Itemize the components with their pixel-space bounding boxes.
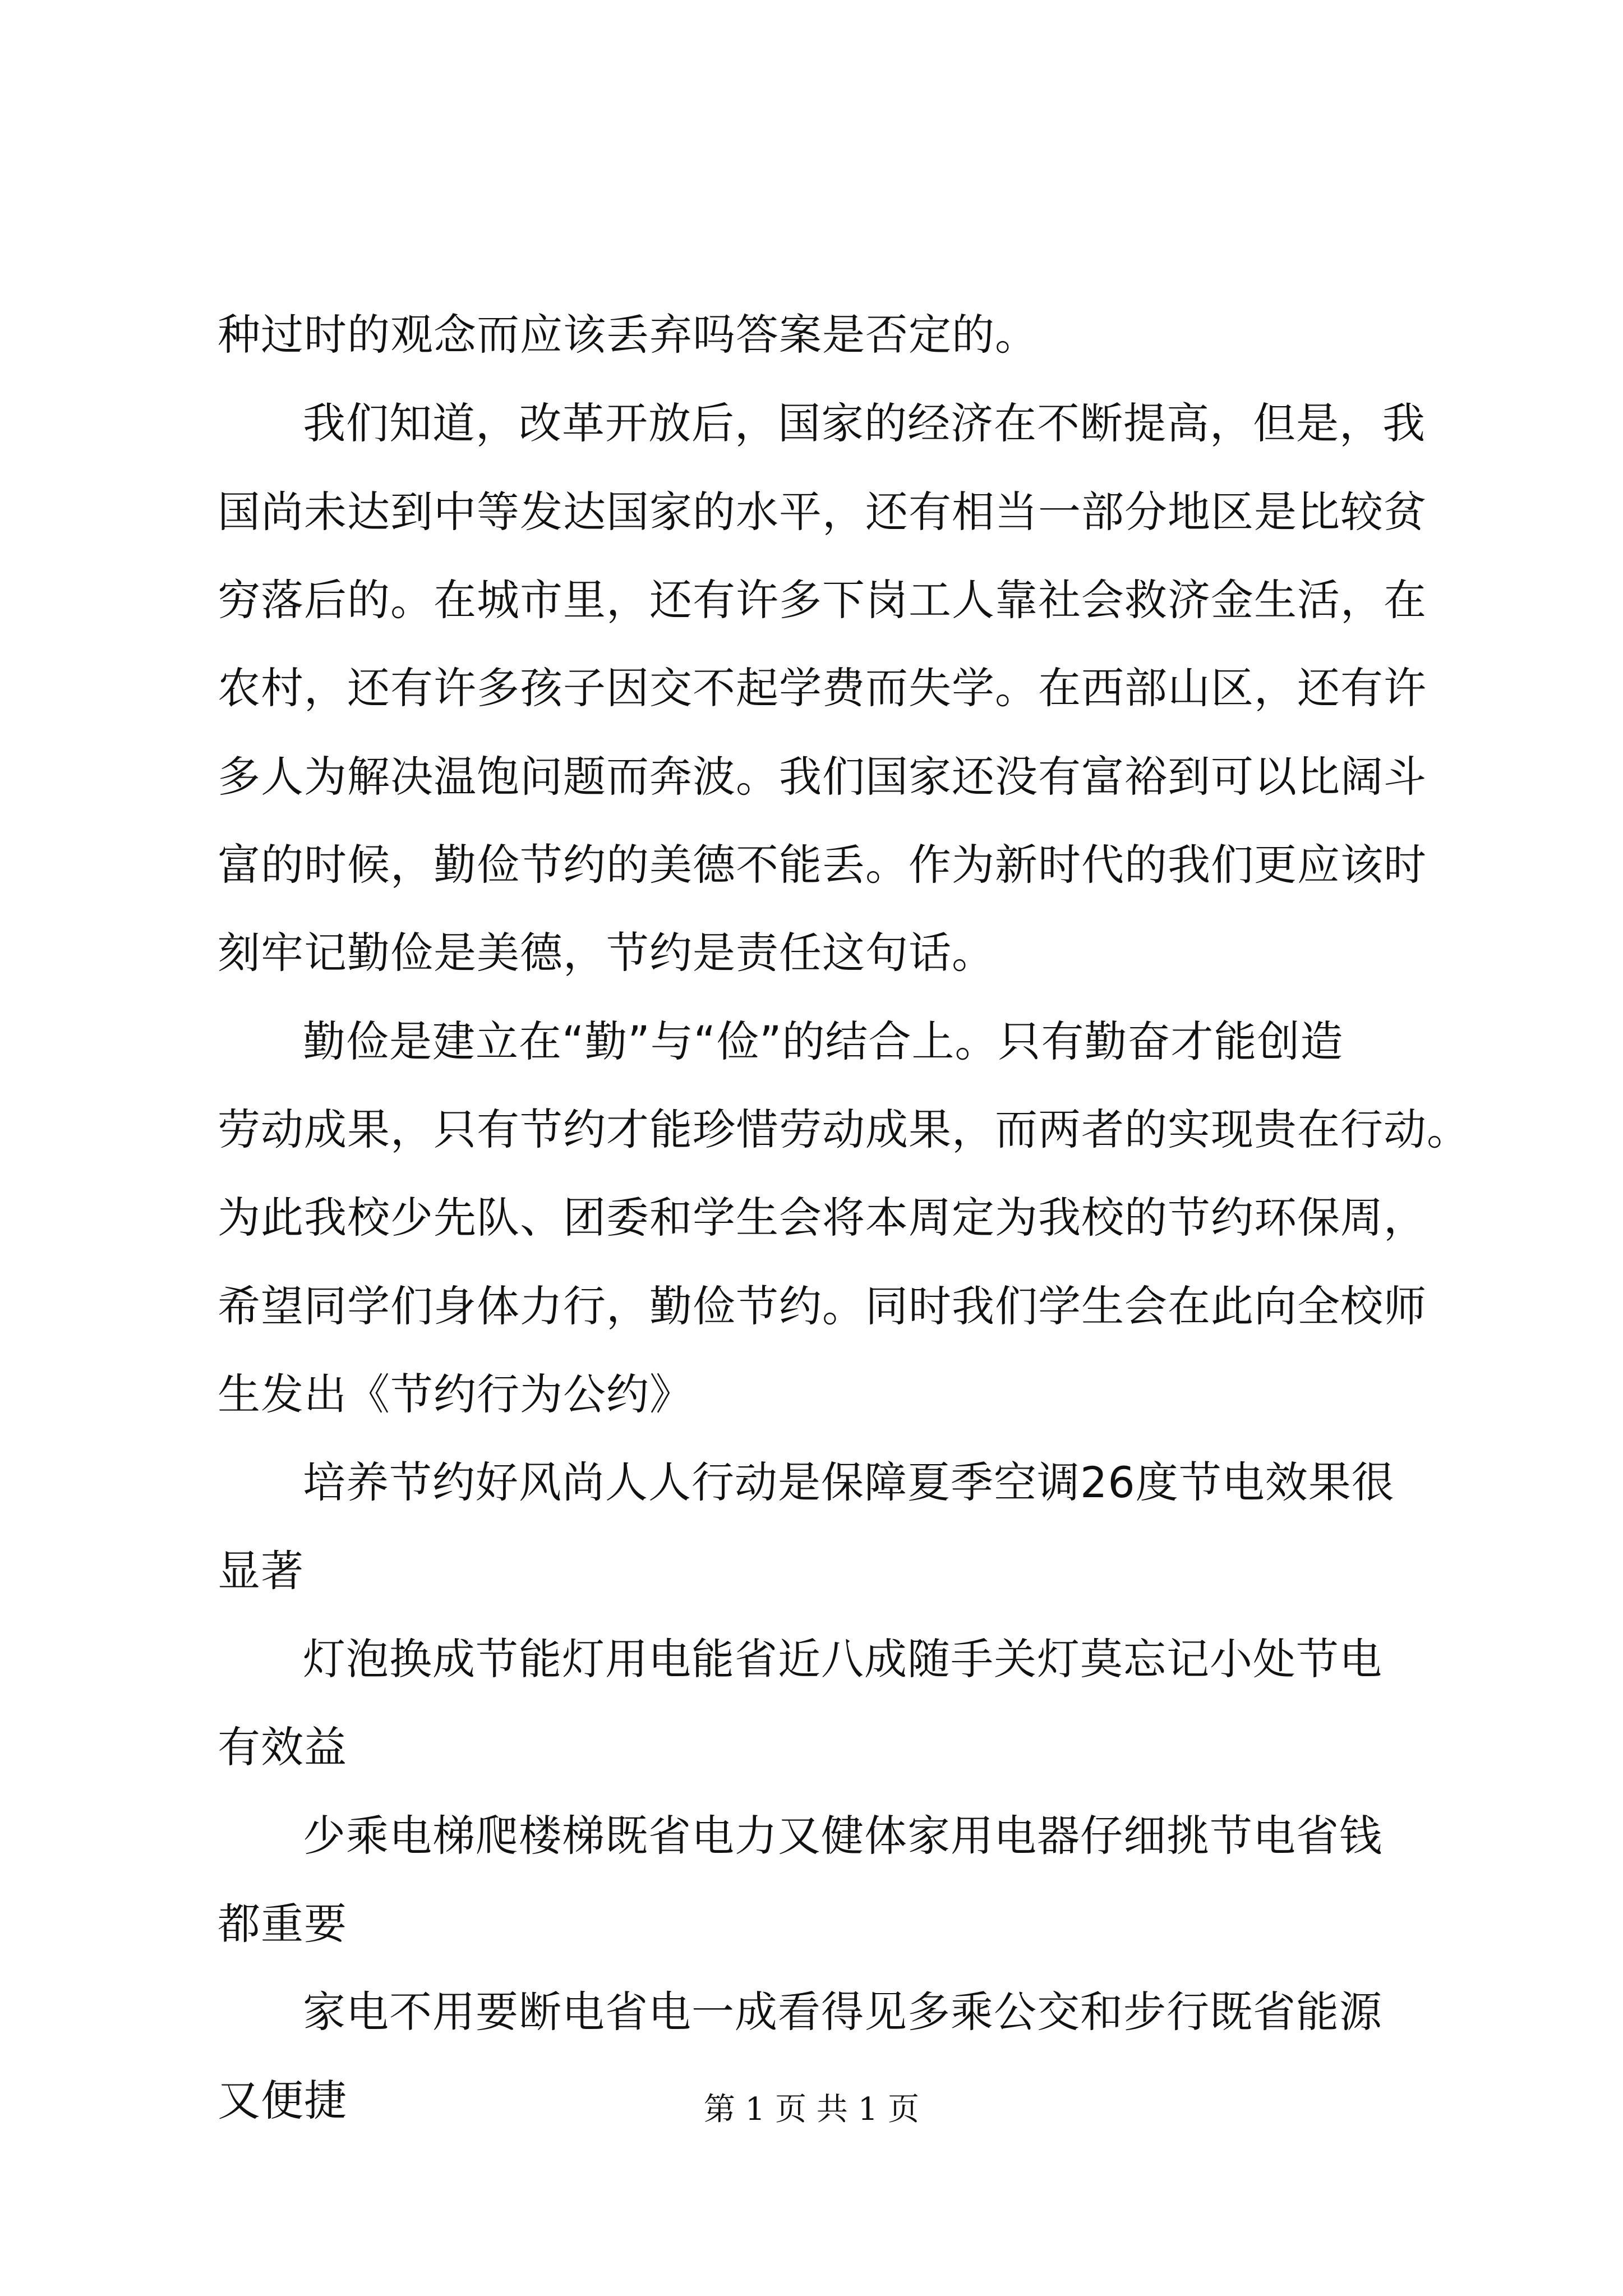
paragraph-first-line: 灯泡换成节能灯用电能省近八成随手关灯莫忘记小处节电 xyxy=(303,1634,1382,1684)
text-line: 有效益 xyxy=(218,1722,347,1772)
text-line: 富的时候，勤俭节约的美德不能丢。作为新时代的我们更应该时 xyxy=(218,840,1427,890)
paragraph-first-line: 家电不用要断电省电一成看得见多乘公交和步行既省能源 xyxy=(303,1987,1382,2037)
paragraph-first-line: 培养节约好风尚人人行动是保障夏季空调26度节电效果很 xyxy=(303,1457,1395,1507)
text-line: 希望同学们身体力行，勤俭节约。同时我们学生会在此向全校师 xyxy=(218,1281,1427,1331)
paragraph-first-line: 勤俭是建立在“勤”与“俭”的结合上。只有勤奋才能创造 xyxy=(303,1016,1344,1066)
text-line: 显著 xyxy=(218,1546,304,1596)
text-line: 种过时的观念而应该丢弃吗答案是否定的。 xyxy=(218,310,1038,360)
paragraph-first-line: 我们知道，改革开放后，国家的经济在不断提高，但是，我 xyxy=(303,398,1426,448)
text-line: 都重要 xyxy=(218,1899,347,1949)
text-line: 又便捷 xyxy=(218,2076,347,2125)
text-line: 生发出《节约行为公约》 xyxy=(218,1369,693,1419)
paragraph-first-line: 少乘电梯爬楼梯既省电力又健体家用电器仔细挑节电省钱 xyxy=(303,1811,1382,1861)
text-line: 穷落后的。在城市里，还有许多下岗工人靠社会救济金生活，在 xyxy=(218,575,1427,625)
text-line: 国尚未达到中等发达国家的水平，还有相当一部分地区是比较贫 xyxy=(218,487,1427,537)
text-line: 多人为解决温饱问题而奔波。我们国家还没有富裕到可以比阔斗 xyxy=(218,752,1427,802)
text-line: 为此我校少先队、团委和学生会将本周定为我校的节约环保周， xyxy=(218,1193,1427,1243)
text-line: 农村，还有许多孩子因交不起学费而失学。在西部山区，还有许 xyxy=(218,663,1427,713)
text-line: 刻牢记勤俭是美德，节约是责任这句话。 xyxy=(218,928,995,978)
text-line: 劳动成果，只有节约才能珍惜劳动成果，而两者的实现贵在行动。 xyxy=(218,1105,1470,1154)
page-footer: 第 1 页 共 1 页 xyxy=(703,2091,920,2128)
